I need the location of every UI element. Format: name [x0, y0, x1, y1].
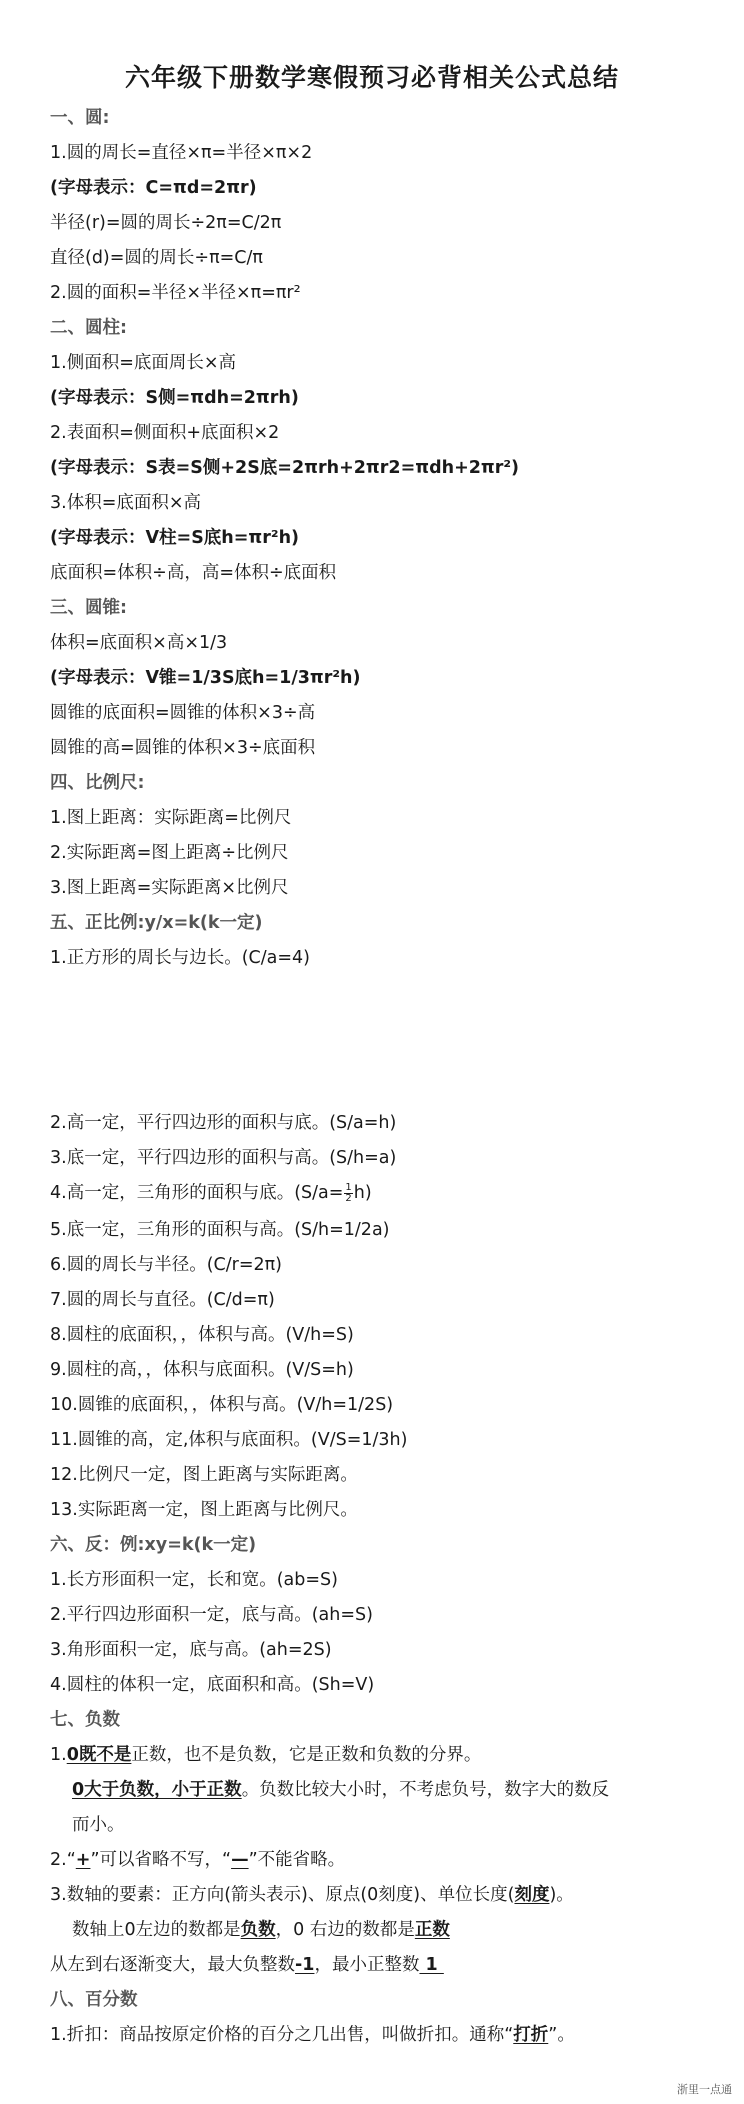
text-segment: 数轴上0左边的数都是: [72, 1920, 241, 1940]
formula-line: 1.正方形的周长与边长。(C/a=4): [50, 948, 310, 968]
section-heading-negative-numbers: 七、负数: [50, 1710, 120, 1730]
underlined-keyword: -1: [295, 1955, 315, 1975]
text-segment: 。负数比较大小时，不考虑负号，数字大的数反: [241, 1780, 610, 1800]
text-segment: 1.: [50, 1745, 67, 1765]
fraction-denominator: 2: [345, 1192, 352, 1204]
formula-line: 5.底一定，三角形的面积与高。(S/h=1/2a): [50, 1220, 390, 1240]
text-segment: 从左到右逐渐变大，最大负整数: [50, 1955, 295, 1975]
text-segment: ，最小正整数: [314, 1955, 420, 1975]
formula-line: 圆锥的高=圆锥的体积×3÷底面积: [50, 738, 316, 758]
section-heading-direct-proportion: 五、正比例:y/x=k(k一定): [50, 913, 263, 933]
formula-line: 半径(r)=圆的周长÷2π=C/2π: [50, 213, 282, 233]
formula-line: 2.圆的面积=半径×半径×π=πr²: [50, 283, 301, 303]
text-segment: ”可以省略不写，“: [90, 1850, 232, 1870]
fraction-numerator: 1: [345, 1181, 352, 1193]
formula-line: 2.表面积=侧面积+底面积×2: [50, 423, 280, 443]
formula-line: 11.圆锥的高，定,体积与底面积。(V/S=1/3h): [50, 1430, 408, 1450]
text-segment: 正数，也不是负数，它是正数和负数的分界。: [131, 1745, 482, 1765]
formula-line: 圆锥的底面积=圆锥的体积×3÷高: [50, 703, 316, 723]
formula-line: 12.比例尺一定，图上距离与实际距离。: [50, 1465, 358, 1485]
text-segment: 3.数轴的要素：正方向(箭头表示)、原点(0刻度)、单位长度(: [50, 1885, 515, 1905]
formula-line: 4.圆柱的体积一定，底面积和高。(Sh=V): [50, 1675, 375, 1695]
formula-line: 10.圆锥的底面积，，体积与高。(V/h=1/2S): [50, 1395, 394, 1415]
page-title: 六年级下册数学寒假预习必背相关公式总结: [124, 63, 619, 92]
formula-line: 2.高一定，平行四边形的面积与底。(S/a=h): [50, 1113, 397, 1133]
text-segment: )。: [549, 1885, 574, 1905]
underlined-keyword: —: [231, 1850, 249, 1870]
text-line: [72, 1778, 609, 1802]
text-line: 而小。: [72, 1815, 125, 1835]
section-heading-cone: 三、圆锥:: [50, 598, 127, 618]
section-heading-percent: 八、百分数: [50, 1990, 138, 2010]
text-line: [50, 1743, 481, 1767]
formula-line: [50, 1181, 372, 1205]
text-segment: 2.“: [50, 1850, 76, 1870]
formula-line: 1.圆的周长=直径×π=半径×π×2: [50, 143, 313, 163]
underlined-keyword: 负数: [240, 1920, 276, 1940]
formula-line: 3.角形面积一定，底与高。(ah=2S): [50, 1640, 332, 1660]
formula-line: 13.实际距离一定，图上距离与比例尺。: [50, 1500, 358, 1520]
formula-line: 6.圆的周长与半径。(C/r=2π): [50, 1255, 282, 1275]
formula-line: 8.圆柱的底面积，，体积与高。(V/h=S): [50, 1325, 354, 1345]
underlined-keyword: 正数: [414, 1920, 450, 1940]
formula-line: 直径(d)=圆的周长÷π=C/π: [50, 248, 263, 268]
text-segment: ”不能省略。: [248, 1850, 346, 1870]
formula-text: h): [353, 1183, 372, 1203]
formula-line: (字母表示：C=πd=2πr): [50, 178, 257, 198]
formula-text: 4.高一定，三角形的面积与底。(S/a=: [50, 1183, 344, 1203]
formula-line: 3.图上距离=实际距离×比例尺: [50, 878, 289, 898]
formula-line: 3.底一定，平行四边形的面积与高。(S/h=a): [50, 1148, 397, 1168]
formula-line: 2.平行四边形面积一定，底与高。(ah=S): [50, 1605, 373, 1625]
text-segment: ，0 右边的数都是: [275, 1920, 415, 1940]
underlined-keyword: 0大于负数，小于正数: [72, 1780, 242, 1800]
underlined-keyword: +: [75, 1850, 91, 1870]
formula-line: 7.圆的周长与直径。(C/d=π): [50, 1290, 275, 1310]
formula-line: 9.圆柱的高，，体积与底面积。(V/S=h): [50, 1360, 354, 1380]
section-heading-inverse-proportion: 六、反：例:xy=k(k一定): [50, 1535, 257, 1555]
formula-line: (字母表示：V锥=1/3S底h=1/3πr²h): [50, 668, 361, 688]
formula-line: 2.实际距离=图上距离÷比例尺: [50, 843, 289, 863]
text-line: [72, 1918, 450, 1942]
section-heading-cylinder: 二、圆柱:: [50, 318, 127, 338]
formula-line: (字母表示：S表=S侧+2S底=2πrh+2πr2=πdh+2πr²): [50, 458, 520, 478]
text-line: [50, 1883, 574, 1907]
formula-line: 3.体积=底面积×高: [50, 493, 202, 513]
underlined-keyword: 1: [419, 1955, 444, 1975]
formula-line: 1.侧面积=底面周长×高: [50, 353, 237, 373]
text-segment: 1.折扣：商品按原定价格的百分之几出售，叫做折扣。通称“: [50, 2025, 514, 2045]
formula-line: 底面积=体积÷高，高=体积÷底面积: [50, 563, 337, 583]
formula-line: (字母表示：S侧=πdh=2πrh): [50, 388, 299, 408]
section-heading-circle: 一、圆:: [50, 108, 110, 128]
text-line: [50, 2023, 575, 2047]
text-line: [50, 1953, 444, 1977]
underlined-keyword: 打折: [513, 2025, 549, 2045]
section-heading-scale: 四、比例尺:: [50, 773, 145, 793]
underlined-keyword: 刻度: [514, 1885, 550, 1905]
formula-line: 1.长方形面积一定，长和宽。(ab=S): [50, 1570, 338, 1590]
source-watermark: 浙里一点通: [677, 2083, 732, 2096]
text-line: [50, 1848, 345, 1872]
formula-line: 体积=底面积×高×1/3: [50, 633, 228, 653]
formula-line: 1.图上距离：实际距离=比例尺: [50, 808, 292, 828]
formula-line: (字母表示：V柱=S底h=πr²h): [50, 528, 300, 548]
fraction: [344, 1183, 352, 1204]
underlined-keyword: 0既不是: [66, 1745, 132, 1765]
text-segment: ”。: [548, 2025, 575, 2045]
